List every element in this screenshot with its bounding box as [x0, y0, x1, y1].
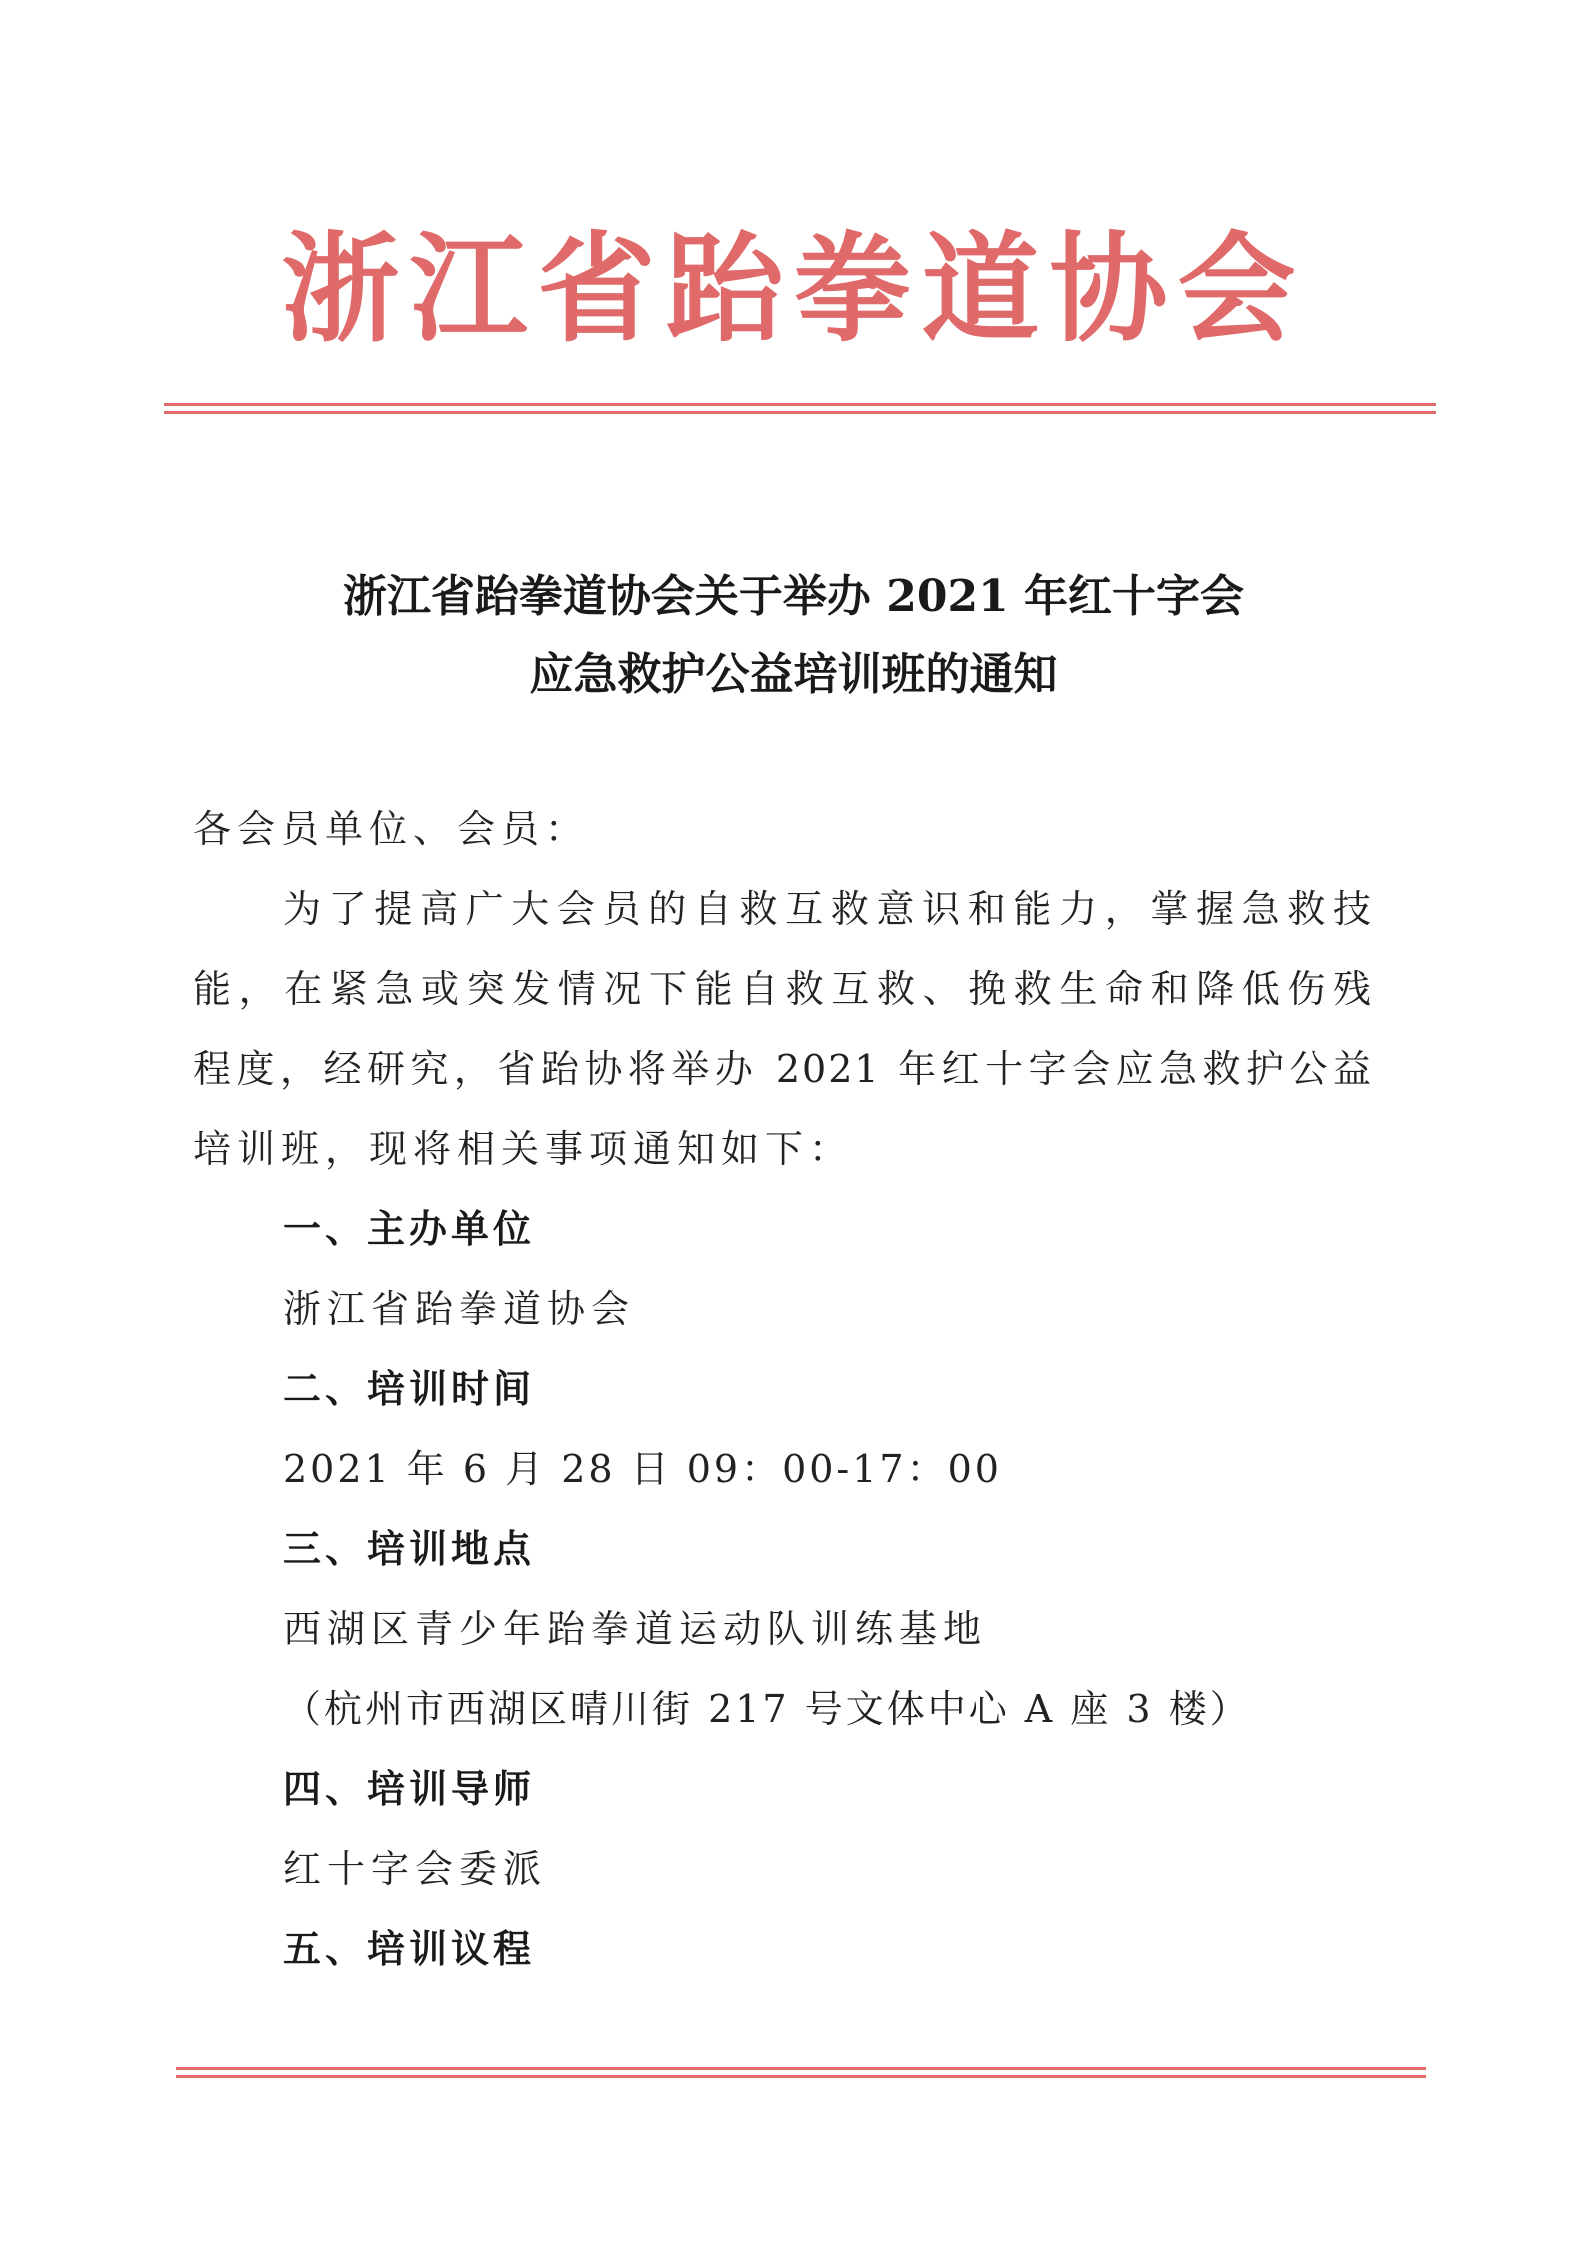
salutation: 各会员单位、会员：	[193, 807, 590, 851]
letterhead-red-rule-thin	[164, 411, 1436, 414]
intro-line-2: 能，在紧急或突发情况下能自救互救、挽救生命和降低伤残	[193, 967, 1373, 1011]
letterhead-org-name: 浙江省跆拳道协会	[281, 219, 1306, 358]
section-heading-location: 三、培训地点	[283, 1527, 536, 1571]
letterhead-red-rule	[164, 403, 1436, 406]
section-content-time: 2021 年 6 月 28 日 09：00-17：00	[283, 1447, 1002, 1491]
section-content-instructor: 红十字会委派	[283, 1847, 548, 1891]
intro-line-1: 为了提高广大会员的自救互救意识和能力，掌握急救技	[283, 887, 1373, 931]
section-content-location: 西湖区青少年跆拳道运动队训练基地	[283, 1607, 988, 1651]
section-heading-organizer: 一、主办单位	[283, 1207, 536, 1251]
intro-line-3: 程度，经研究，省跆协将举办 2021 年红十字会应急救护公益	[193, 1047, 1373, 1091]
section-heading-agenda: 五、培训议程	[283, 1927, 536, 1971]
section-content-address: （杭州市西湖区晴川街 217 号文体中心 A 座 3 楼）	[283, 1687, 1251, 1731]
section-heading-time: 二、培训时间	[283, 1367, 536, 1411]
section-heading-instructor: 四、培训导师	[283, 1767, 536, 1811]
footer-red-rule-thin	[176, 2075, 1426, 2078]
document-title-line-1: 浙江省跆拳道协会关于举办 2021 年红十字会	[342, 571, 1245, 622]
footer-red-rule	[176, 2067, 1426, 2070]
intro-line-4: 培训班，现将相关事项通知如下：	[193, 1127, 854, 1171]
section-content-organizer: 浙江省跆拳道协会	[283, 1287, 636, 1331]
document-title-line-2: 应急救护公益培训班的通知	[529, 649, 1058, 700]
